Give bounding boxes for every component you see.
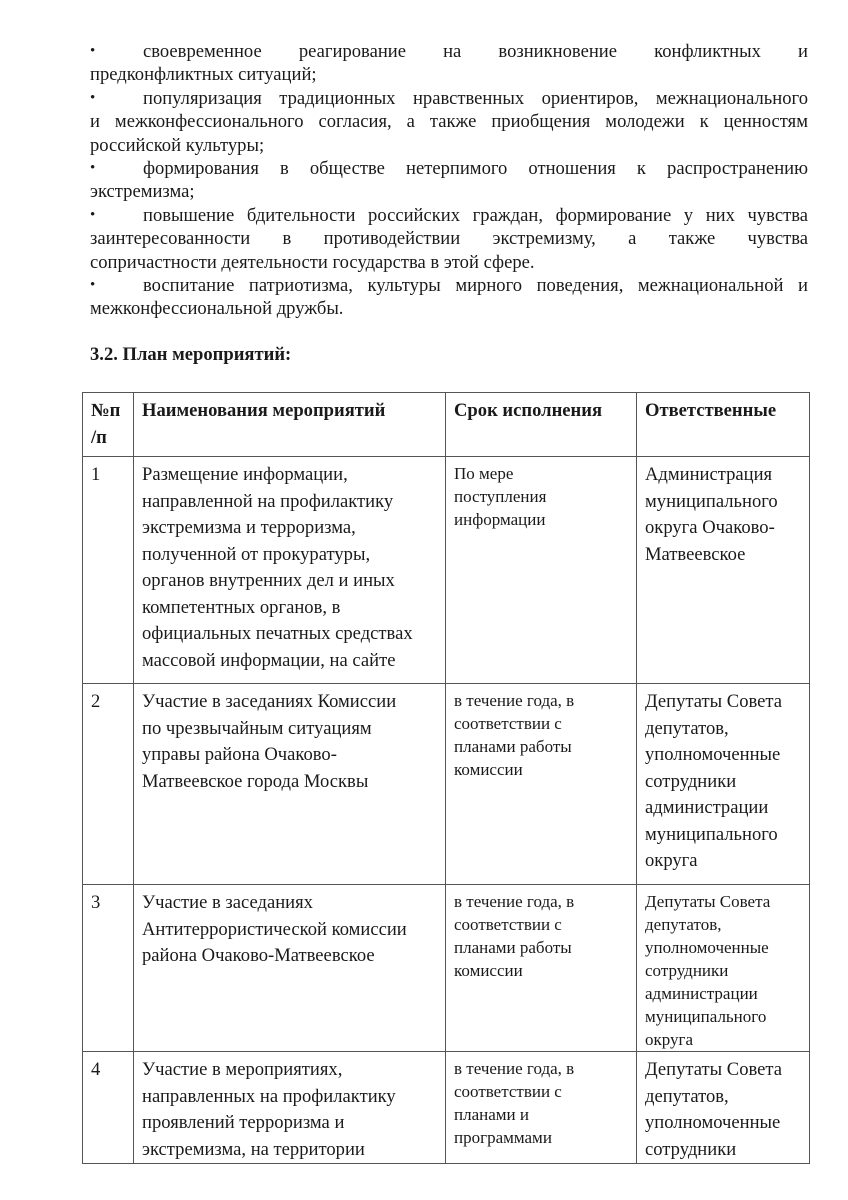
bullet-item [90,274,808,321]
cell-event-name-line: Участие в мероприятиях, [142,1059,343,1080]
cell-event-name-line: по чрезвычайным ситуациям [142,717,372,739]
bullet-line: экстремизма; [90,181,195,203]
cell-responsible-line: сотрудники [645,1138,737,1160]
cell-deadline [446,457,637,684]
cell-event-name-line: экстремизма, на территории [142,1138,365,1160]
bullet-icon: • [90,206,96,223]
cell-event-name-line: Участие в заседаниях [142,892,313,913]
bullet-icon: • [90,43,96,59]
bullet-line: российской культуры; [90,134,265,156]
table-row [83,1052,810,1164]
cell-event-name-line: Матвеевское города Москвы [142,770,369,792]
bullet-item [90,204,808,274]
cell-responsible [637,1052,810,1164]
cell-responsible-line: округа [645,1030,694,1049]
cell-responsible [637,684,810,885]
bullet-line: популяризация традиционных нравственных ориентиров, межнационального [143,87,808,109]
cell-responsible-line: уполномоченные [645,744,781,765]
header-responsible: Ответственные [637,393,810,457]
table-row [83,684,810,885]
cell-responsible-line: Депутаты Совета [645,1059,783,1080]
cell-number: 3 [83,885,134,1052]
bullet-line: своевременное реагирование на возникновение конфликтных и [143,41,808,62]
cell-responsible-line: депутатов, [645,717,729,739]
cell-responsible-line: округа [645,850,698,871]
cell-deadline-line: в течение года, в [454,691,575,710]
header-deadline: Срок исполнения [446,393,637,457]
cell-responsible-line: Депутаты Совета [645,892,771,911]
cell-deadline [446,885,637,1052]
cell-deadline-line: планами и [454,1105,529,1124]
goals-bullet-list [90,40,808,321]
cell-event-name-line: проявлений терроризма и [142,1112,345,1133]
cell-deadline-line: информации [454,510,546,529]
cell-responsible-line: Администрация [645,464,773,485]
bullet-line: предконфликтных ситуаций; [90,64,317,86]
cell-responsible [637,885,810,1052]
bullet-icon: • [90,160,96,177]
cell-event-name [134,1052,446,1164]
cell-responsible-line: Депутаты Совета [645,691,783,712]
cell-deadline [446,684,637,885]
cell-responsible-line: уполномоченные [645,938,769,957]
cell-deadline-line: соответствии с [454,714,562,733]
bullet-item [90,157,808,204]
cell-deadline-line: По мере [454,464,514,483]
cell-deadline-line: планами работы [454,737,572,756]
cell-event-name-line: полученной от прокуратуры, [142,543,371,565]
table-row [83,457,810,684]
cell-event-name-line: органов внутренних дел и иных [142,570,395,591]
bullet-icon: • [90,277,96,294]
bullet-line: заинтересованности в противодействии экстремизму, а также чувства [90,228,808,250]
bullet-icon: • [90,89,96,106]
cell-number: 1 [83,457,134,684]
cell-event-name-line: Размещение информации, [142,464,348,485]
cell-event-name [134,457,446,684]
header-number-line: /п [91,426,107,448]
cell-deadline-line: поступления [454,487,547,506]
cell-responsible-line: администрации [645,984,758,1003]
bullet-line: повышение бдительности российских граждан, формирование у них чувства [143,204,808,226]
cell-event-name-line: экстремизма и терроризма, [142,517,356,538]
bullet-line: формирования в обществе нетерпимого отношения к распространению [143,158,808,180]
cell-deadline-line: планами работы [454,938,572,957]
cell-event-name-line: Участие в заседаниях Комиссии [142,691,397,712]
cell-deadline-line: комиссии [454,961,523,980]
cell-responsible-line: сотрудники [645,961,729,980]
cell-number: 4 [83,1052,134,1164]
cell-responsible-line: депутатов, [645,1085,729,1107]
cell-deadline-line: соответствии с [454,1082,562,1101]
cell-deadline-line: комиссии [454,760,523,779]
cell-deadline [446,1052,637,1164]
cell-event-name-line: управы района Очаково- [142,744,337,765]
cell-event-name-line: направленной на профилактику [142,490,394,512]
cell-deadline-line: в течение года, в [454,1059,575,1078]
cell-responsible-line: округа Очаково- [645,517,775,538]
cell-event-name-line: массовой информации, на сайте [142,649,396,671]
table-header-row [83,393,810,457]
cell-responsible [637,457,810,684]
cell-deadline-line: в течение года, в [454,892,575,911]
cell-responsible-line: сотрудники [645,770,737,792]
cell-event-name-line: направленных на профилактику [142,1085,396,1107]
bullet-item [90,40,808,87]
cell-event-name-line: Антитеррористической комиссии [142,918,407,940]
bullet-line: воспитание патриотизма, культуры мирного поведения, межнациональной и [143,275,808,297]
cell-responsible-line: администрации [645,797,769,818]
table-row [83,885,810,1052]
header-number-line: №п [91,400,121,421]
cell-responsible-line: муниципального [645,823,778,845]
cell-responsible-line: Матвеевское [645,543,746,565]
bullet-line: и межконфессионального согласия, а также приобщения молодежи к ценностям [90,111,808,133]
cell-deadline-line: соответствии с [454,915,562,934]
cell-event-name [134,885,446,1052]
bullet-line: сопричастности деятельности государства в этой сфере. [90,251,535,273]
cell-event-name-line: официальных печатных средствах [142,623,413,644]
cell-event-name-line: района Очаково-Матвеевское [142,945,375,966]
cell-event-name-line: компетентных органов, в [142,596,341,618]
bullet-item [90,87,808,157]
cell-number: 2 [83,684,134,885]
bullet-line: межконфессиональной дружбы. [90,298,344,320]
header-event-name: Наименования мероприятий [134,393,446,457]
cell-responsible-line: муниципального [645,490,778,512]
header-number [83,393,134,457]
cell-responsible-line: муниципального [645,1007,767,1026]
cell-responsible-line: депутатов, [645,915,722,934]
cell-deadline-line: программами [454,1128,552,1147]
cell-event-name [134,684,446,885]
cell-responsible-line: уполномоченные [645,1112,781,1133]
events-plan-table [82,392,810,1164]
section-heading: 3.2. План мероприятий: [90,344,292,365]
